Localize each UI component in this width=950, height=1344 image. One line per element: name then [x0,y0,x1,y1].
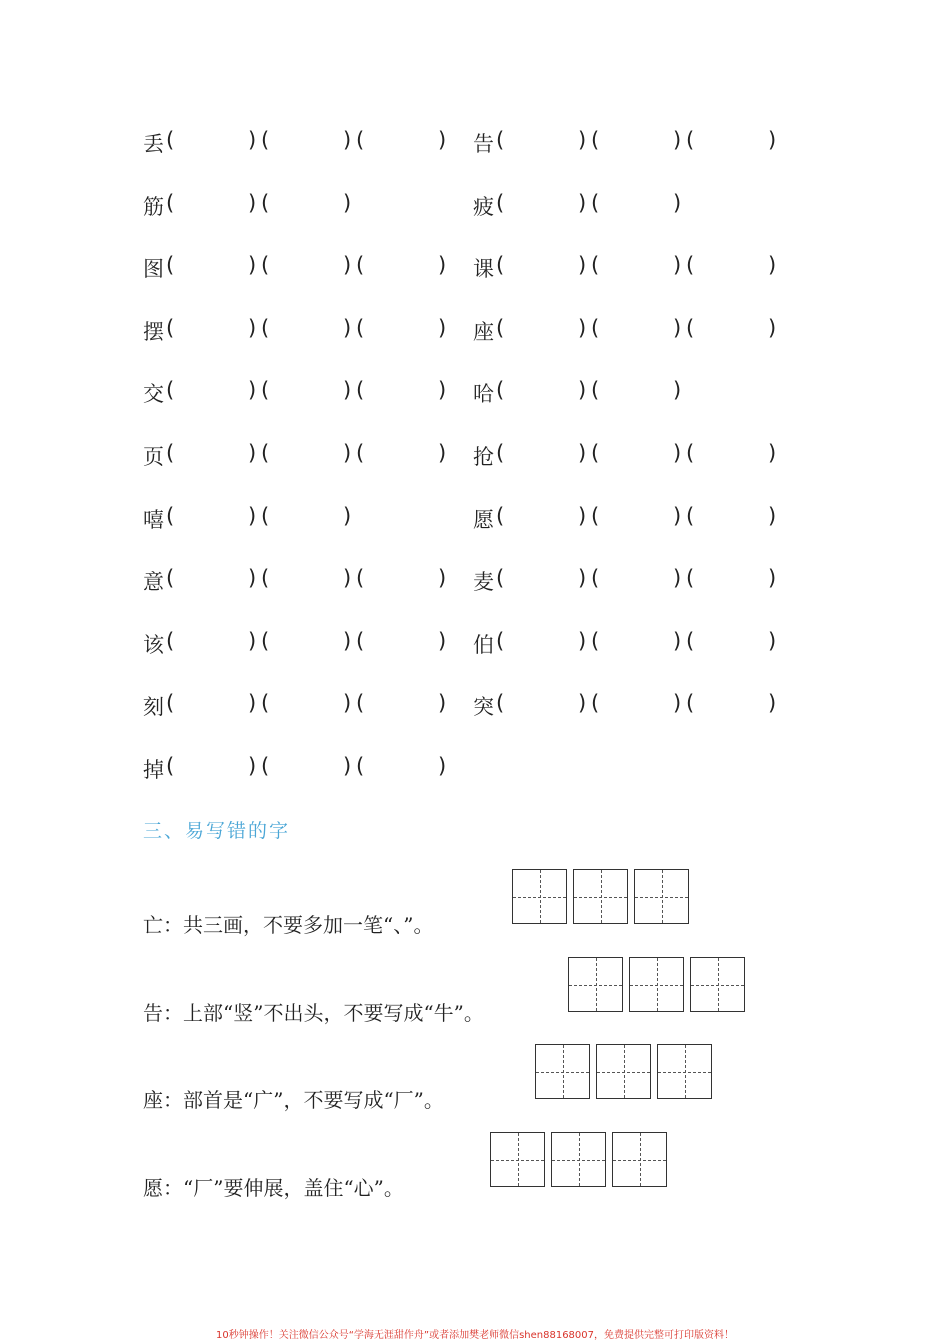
blank-open-paren: ( [591,628,600,653]
blank-open-paren: ( [496,128,505,152]
target-character: 掉 [143,758,164,782]
blank-close-paren: ) [578,378,587,403]
blank-close-paren: ) [578,253,587,278]
blank-close-paren: ) [578,441,587,465]
rule-text: 座：部首是“广”，不要写成“厂”。 [143,1088,444,1112]
blank-close-paren: ) [768,441,777,465]
blank-open-paren: ( [496,503,505,528]
blank-open-paren: ( [356,128,365,152]
blank-open-paren: ( [166,190,175,215]
tianzige-writing-box[interactable] [512,869,567,924]
blank-close-paren: ) [438,691,447,716]
blank-open-paren: ( [686,628,695,653]
tianzige-writing-box[interactable] [690,957,745,1012]
blank-close-paren: ) [438,378,447,403]
target-character: 摆 [143,319,164,344]
blank-open-paren: ( [356,628,365,653]
blank-close-paren: ) [578,315,587,340]
blank-open-paren: ( [496,441,505,465]
target-character: 嘻 [143,507,164,532]
blank-open-paren: ( [591,128,600,152]
blank-close-paren: ) [578,128,587,152]
blank-close-paren: ) [248,691,257,716]
blank-open-paren: ( [166,628,175,653]
blank-close-paren: ) [673,628,682,653]
blank-open-paren: ( [261,128,270,152]
tianzige-writing-box[interactable] [634,869,689,924]
target-character: 刻 [143,695,164,720]
blank-open-paren: ( [166,253,175,278]
blank-close-paren: ) [248,315,257,340]
blank-close-paren: ) [438,315,447,340]
blank-close-paren: ) [438,628,447,653]
blank-open-paren: ( [496,566,505,591]
blank-open-paren: ( [356,315,365,340]
blank-close-paren: ) [343,190,352,215]
blank-open-paren: ( [356,691,365,716]
blank-open-paren: ( [686,253,695,278]
blank-close-paren: ) [248,754,257,778]
blank-close-paren: ) [673,128,682,152]
blank-open-paren: ( [686,566,695,591]
target-character: 抢 [473,445,494,469]
blank-close-paren: ) [768,503,777,528]
blank-close-paren: ) [343,128,352,152]
blank-close-paren: ) [343,253,352,278]
blank-close-paren: ) [438,128,447,152]
blank-open-paren: ( [356,441,365,465]
blank-open-paren: ( [686,441,695,465]
tianzige-writing-box[interactable] [629,957,684,1012]
blank-close-paren: ) [578,503,587,528]
blank-open-paren: ( [166,315,175,340]
blank-close-paren: ) [673,190,682,215]
tianzige-writing-box[interactable] [568,957,623,1012]
blank-open-paren: ( [686,691,695,716]
target-character: 意 [143,570,164,595]
blank-close-paren: ) [768,253,777,278]
blank-close-paren: ) [343,566,352,591]
blank-close-paren: ) [768,566,777,591]
blank-open-paren: ( [166,441,175,465]
blank-close-paren: ) [343,378,352,403]
blank-close-paren: ) [438,253,447,278]
tianzige-writing-box[interactable] [535,1044,590,1099]
blank-close-paren: ) [248,628,257,653]
rule-text: 告：上部“竖”不出头，不要写成“牛”。 [143,1001,484,1025]
blank-open-paren: ( [591,566,600,591]
blank-close-paren: ) [578,566,587,591]
target-character: 愿 [473,507,494,532]
blank-close-paren: ) [248,441,257,465]
blank-close-paren: ) [438,441,447,465]
footer-note: 10秒钟操作！关注微信公众号“学海无涯甜作舟”或者添加樊老师微信shen88168007，免费提供完整可打印版资料！ [215,1330,735,1341]
tianzige-writing-box[interactable] [657,1044,712,1099]
blank-close-paren: ) [248,128,257,152]
blank-close-paren: ) [248,253,257,278]
tianzige-writing-box[interactable] [596,1044,651,1099]
blank-open-paren: ( [496,691,505,716]
blank-open-paren: ( [356,566,365,591]
blank-open-paren: ( [261,691,270,716]
blank-close-paren: ) [248,378,257,403]
blank-close-paren: ) [673,441,682,465]
blank-open-paren: ( [356,754,365,778]
blank-close-paren: ) [768,315,777,340]
target-character: 该 [143,632,164,657]
tianzige-writing-box[interactable] [612,1132,667,1187]
blank-open-paren: ( [261,378,270,403]
blank-open-paren: ( [166,566,175,591]
blank-open-paren: ( [166,378,175,403]
blank-open-paren: ( [261,503,270,528]
blank-close-paren: ) [578,691,587,716]
tianzige-writing-box[interactable] [551,1132,606,1187]
target-character: 座 [473,319,494,344]
blank-open-paren: ( [496,628,505,653]
target-character: 麦 [473,570,494,595]
blank-close-paren: ) [343,691,352,716]
tianzige-writing-box[interactable] [490,1132,545,1187]
blank-open-paren: ( [261,754,270,778]
blank-close-paren: ) [768,628,777,653]
blank-open-paren: ( [496,315,505,340]
blank-open-paren: ( [166,128,175,152]
blank-close-paren: ) [248,503,257,528]
blank-open-paren: ( [261,190,270,215]
blank-open-paren: ( [686,315,695,340]
section-title: 三、易写错的字 [143,820,291,842]
target-character: 交 [143,382,164,407]
blank-open-paren: ( [496,253,505,278]
target-character: 筋 [143,194,164,219]
blank-open-paren: ( [591,253,600,278]
blank-close-paren: ) [578,628,587,653]
blank-open-paren: ( [591,190,600,215]
blank-open-paren: ( [261,315,270,340]
blank-close-paren: ) [343,628,352,653]
blank-close-paren: ) [578,190,587,215]
blank-close-paren: ) [248,190,257,215]
blank-open-paren: ( [591,378,600,403]
blank-open-paren: ( [356,253,365,278]
blank-close-paren: ) [673,566,682,591]
blank-close-paren: ) [343,441,352,465]
blank-close-paren: ) [673,503,682,528]
blank-close-paren: ) [768,691,777,716]
blank-open-paren: ( [686,128,695,152]
blank-close-paren: ) [768,128,777,152]
blank-open-paren: ( [166,691,175,716]
target-character: 丢 [143,132,164,156]
blank-open-paren: ( [261,441,270,465]
blank-open-paren: ( [261,566,270,591]
target-character: 疲 [473,194,494,219]
blank-close-paren: ) [248,566,257,591]
rule-text: 亡：共三画，不要多加一笔“、”。 [143,913,434,937]
target-character: 突 [473,695,494,720]
blank-close-paren: ) [438,754,447,778]
blank-open-paren: ( [496,378,505,403]
blank-open-paren: ( [166,754,175,778]
tianzige-writing-box[interactable] [573,869,628,924]
blank-open-paren: ( [591,315,600,340]
blank-open-paren: ( [591,691,600,716]
blank-close-paren: ) [343,754,352,778]
target-character: 课 [473,257,494,282]
blank-open-paren: ( [166,503,175,528]
target-character: 图 [143,257,164,282]
blank-close-paren: ) [673,378,682,403]
blank-close-paren: ) [673,253,682,278]
blank-close-paren: ) [343,503,352,528]
target-character: 页 [143,445,164,469]
blank-open-paren: ( [261,628,270,653]
blank-open-paren: ( [261,253,270,278]
blank-close-paren: ) [343,315,352,340]
blank-open-paren: ( [686,503,695,528]
target-character: 告 [473,132,494,156]
blank-close-paren: ) [438,566,447,591]
blank-open-paren: ( [356,378,365,403]
blank-close-paren: ) [673,315,682,340]
blank-open-paren: ( [591,441,600,465]
blank-close-paren: ) [673,691,682,716]
blank-open-paren: ( [591,503,600,528]
rule-text: 愿：“厂”要伸展，盖住“心”。 [143,1176,404,1200]
blank-open-paren: ( [496,190,505,215]
target-character: 伯 [473,632,494,657]
target-character: 哈 [473,382,494,407]
